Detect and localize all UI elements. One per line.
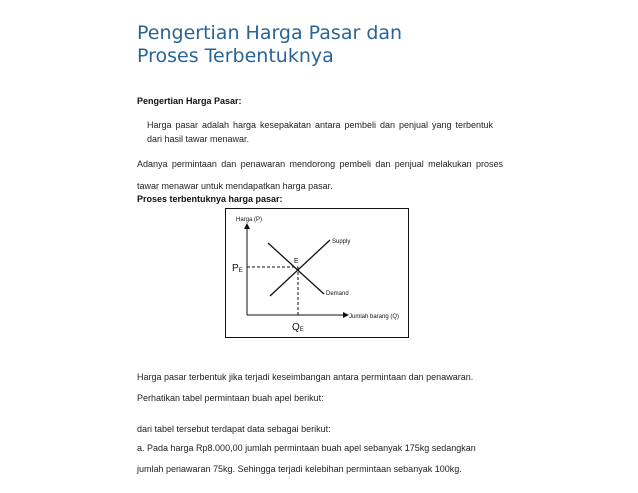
supply-demand-diagram [226, 209, 410, 339]
quantity-label: QE [292, 322, 304, 333]
demand-label: Demand [326, 291, 349, 297]
supply-curve [270, 240, 330, 296]
page-title: Pengertian Harga Pasar dan Proses Terbentuknya [137, 22, 403, 67]
price-label: PE [232, 263, 243, 274]
body-line-4: a. Pada harga Rp8.000,00 jumlah permintaan buah apel sebanyak 175kg sedangkan [137, 443, 476, 453]
body-line-2: Perhatikan tabel permintaan buah apel berikut: [137, 393, 324, 403]
body-line-5: jumlah penawaran 75kg. Sehingga terjadi kelebihan permintaan sebanyak 100kg. [137, 464, 462, 474]
body-line-3: dari tabel tersebut terdapat data sebagai berikut: [137, 424, 331, 434]
definition-quote: Harga pasar adalah harga kesepakatan antara pembeli dan penjual yang terbentuk dari hasil tawar menawar. [147, 120, 493, 144]
section-heading-process: Proses terbentuknya harga pasar: [137, 194, 283, 204]
intro-paragraph: Adanya permintaan dan penawaran mendorong pembeli dan penjual melakukan proses tawar menawar untuk mendapatkan harga pasar. [137, 159, 503, 191]
supply-label: Supply [332, 239, 351, 245]
supply-demand-figure [225, 208, 409, 338]
demand-curve [268, 243, 324, 294]
section-heading-definition: Pengertian Harga Pasar: [137, 96, 242, 106]
body-line-1: Harga pasar terbentuk jika terjadi keseimbangan antara permintaan dan penawaran. [137, 372, 474, 382]
equilibrium-label: E [294, 258, 299, 265]
y-axis-label: Harga (P) [236, 217, 263, 223]
x-axis-label: Jumlah barang (Q) [349, 314, 400, 320]
